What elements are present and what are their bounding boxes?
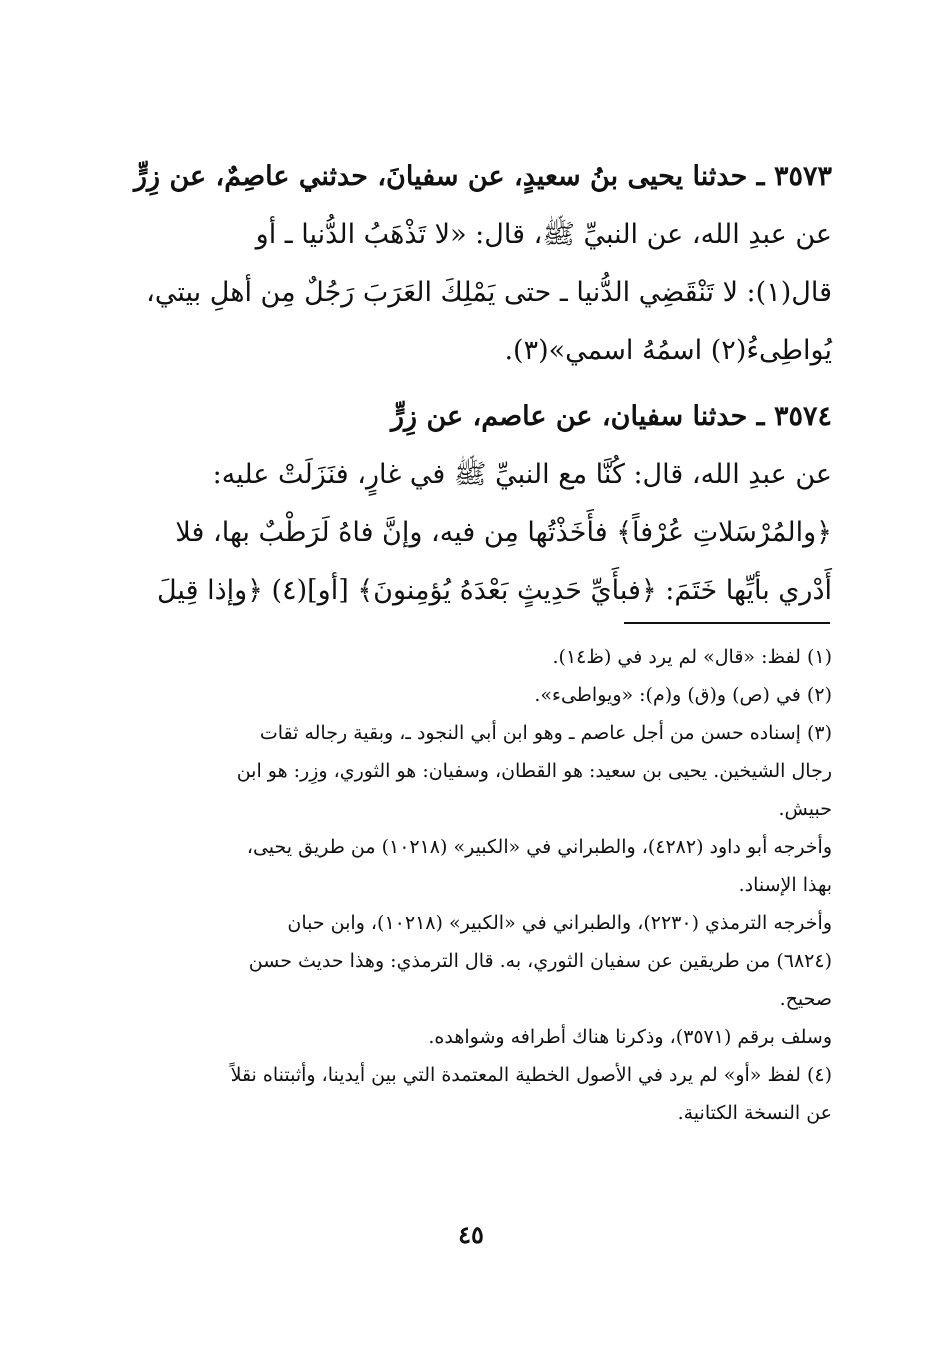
hadith-3573-line-4: يُواطِىءُ(٢) اسمُهُ اسمي»(٣).	[504, 335, 832, 366]
footnote-line: صحيح.	[779, 988, 832, 1010]
footnote-line: (٤) لفظ «أو» لم يرد في الأصول الخطية المعتمدة التي بين أيدينا، وأثبتناه نقلاً	[230, 1064, 832, 1086]
footnote-line: (١) لفظ: «قال» لم يرد في (ظ١٤).	[552, 646, 832, 668]
hadith-3574-line-4: أَدْري بأيِّها خَتَمَ: ﴿فبأَيِّ حَدِيثٍ بَعْدَهُ يُؤمِنونَ﴾ [أو](٤) ﴿وإذا قِيلَ	[156, 575, 832, 606]
hadith-3574-line-1: ٣٥٧٤ ـ حدثنا سفيان، عن عاصم، عن زِرٍّ	[390, 401, 832, 432]
hadith-3574-line-3: ﴿والمُرْسَلاتِ عُرْفاً﴾ فأَخَذْتُها مِن فيه، وإنَّ فاهُ لَرَطْبٌ بها، فلا	[175, 517, 832, 548]
footnote-line: وأخرجه الترمذي (٢٢٣٠)، والطبراني في «الكبير» (١٠٢١٨)، وابن حبان	[287, 912, 832, 934]
footnote-line: حبيش.	[778, 798, 832, 820]
footnote-line: رجال الشيخين. يحيى بن سعيد: هو القطان، وسفيان: هو الثوري، وزِر: هو ابن	[236, 760, 832, 782]
footnote-separator	[624, 622, 830, 624]
footnote-line: (٢) في (ص) و(ق) و(م): «ويواطىء».	[534, 684, 832, 706]
hadith-3574	[132, 388, 832, 620]
hadith-3573-line-2: عن عبدِ الله، عن النبيِّ ﷺ، قال: «لا تَذْهَبُ الدُّنيا ـ أو	[255, 219, 832, 250]
page-number: ٤٥	[458, 1220, 484, 1249]
footnote-line: بهذا الإسناد.	[738, 874, 832, 896]
hadith-3573	[132, 148, 832, 380]
footnote-3-abudawud	[132, 828, 832, 904]
footnote-4	[132, 1056, 832, 1132]
footnote-3-tirmidhi	[132, 904, 832, 1018]
footnote-line: (٣) إسناده حسن من أجل عاصم ـ وهو ابن أبي النجود ـ، وبقية رجاله ثقات	[259, 722, 832, 744]
footnote-line: وأخرجه أبو داود (٤٢٨٢)، والطبراني في «الكبير» (١٠٢١٨) من طريق يحيى،	[246, 836, 832, 858]
hadith-3573-line-3: قال(١): لا تَنْقَضِي الدُّنيا ـ حتى يَمْلِكَ العَرَبَ رَجُلٌ مِن أهلِ بيتي،	[146, 277, 832, 308]
footnote-line: وسلف برقم (٣٥٧١)، وذكرنا هناك أطرافه وشواهده.	[428, 1026, 832, 1048]
footnote-line: عن النسخة الكتانية.	[677, 1102, 832, 1124]
footnote-3-cross-reference	[132, 1018, 832, 1056]
footnote-line: (٦٨٢٤) من طريقين عن سفيان الثوري، به. قال الترمذي: وهذا حديث حسن	[248, 950, 832, 972]
hadith-3574-line-2: عن عبدِ الله، قال: كُنَّا مع النبيِّ ﷺ في غارٍ، فنَزَلَتْ عليه:	[212, 459, 832, 490]
footnote-2	[132, 676, 832, 714]
footnotes	[132, 638, 832, 1132]
hadith-3573-line-1: ٣٥٧٣ ـ حدثنا يحيى بنُ سعيدٍ، عن سفيانَ، حدثني عاصِمٌ، عن زِرٍّ	[134, 161, 832, 192]
footnote-1	[132, 638, 832, 676]
footnote-3	[132, 714, 832, 828]
